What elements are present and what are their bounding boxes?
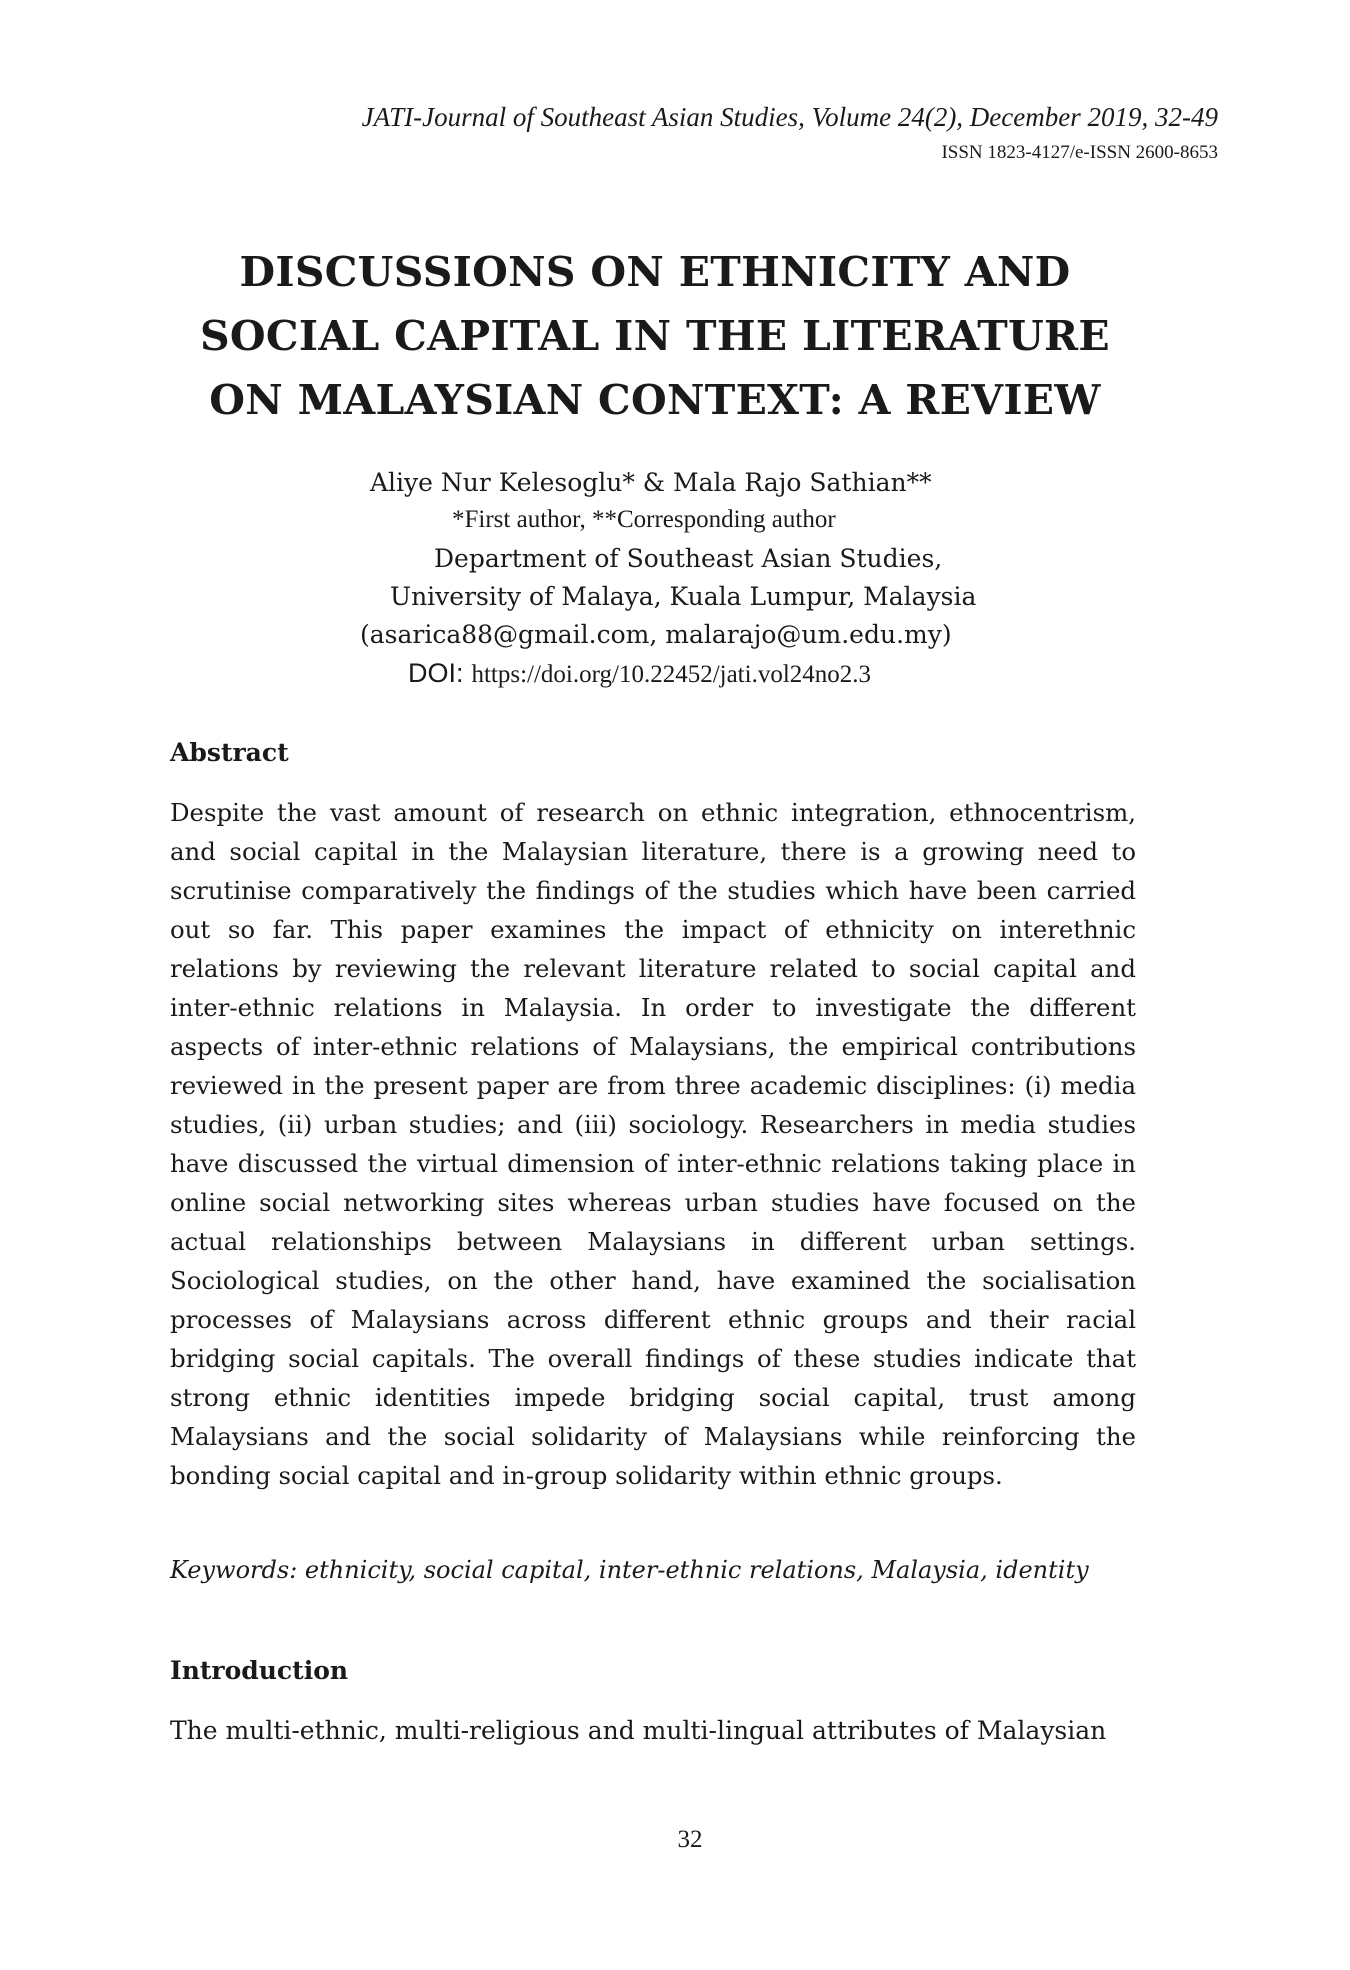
doi-link[interactable]: https://doi.org/10.22452/jati.vol24no2.3	[471, 661, 872, 688]
title-line-3: ON MALAYSIAN CONTEXT: A REVIEW	[209, 376, 1101, 424]
paper-title	[0, 240, 1310, 432]
author-names: Aliye Nur Kelesoglu* & Mala Rajo Sathian**	[370, 468, 932, 497]
introduction-text: The multi-ethnic, multi-religious and multi-lingual attributes of Malaysian	[170, 1716, 1107, 1745]
keywords: Keywords: ethnicity, social capital, inter-ethnic relations, Malaysia, identity	[170, 1556, 1089, 1584]
abstract-heading: Abstract	[170, 738, 289, 767]
journal-citation: JATI-Journal of Southeast Asian Studies, Volume 24(2), December 2019, 32-49	[361, 102, 1218, 132]
abstract-text: Despite the vast amount of research on ethnic integration, ethnocentrism, and social capital in the Malaysian literature, there is a growing need to scrutinise comparatively the findings of the studies which have been carried out so far. This paper examines the impact of ethnicity on interethnic relations by reviewing the relevant literature related to social capital and inter-ethnic relations in Malaysia. In order to investigate the different aspects of inter-ethnic relations of Malaysians, the empirical contributions reviewed in the present paper are from three academic disciplines: (i) media studies, (ii) urban studies; and (iii) sociology. Researchers in media studies have discussed the virtual dimension of inter-ethnic relations taking place in online social networking sites whereas urban studies have focused on the actual relationships between Malaysians in different urban settings. Sociological studies, on the other hand, have examined the socialisation processes of Malaysians across different ethnic groups and their racial bridging social capitals. The overall findings of these studies indicate that strong ethnic identities impede bridging social capital, trust among Malaysians and the social solidarity of Malaysians while reinforcing the bonding social capital and in-group solidarity within ethnic groups.	[170, 798, 1136, 1490]
author-university: University of Malaya, Kuala Lumpur, Malaysia	[390, 582, 977, 611]
doi-row	[408, 658, 871, 689]
page-number: 32	[677, 1826, 703, 1853]
author-emails: (asarica88@gmail.com, malarajo@um.edu.my)	[360, 620, 952, 649]
author-roles: *First author, **Corresponding author	[452, 506, 836, 533]
introduction-heading: Introduction	[170, 1656, 349, 1685]
author-department: Department of Southeast Asian Studies,	[434, 544, 943, 573]
doi-label: DOI:	[408, 658, 464, 688]
title-line-2: SOCIAL CAPITAL IN THE LITERATURE	[200, 312, 1110, 360]
title-line-1: DISCUSSIONS ON ETHNICITY AND	[239, 248, 1071, 296]
issn-line: ISSN 1823-4127/e-ISSN 2600-8653	[941, 142, 1218, 163]
